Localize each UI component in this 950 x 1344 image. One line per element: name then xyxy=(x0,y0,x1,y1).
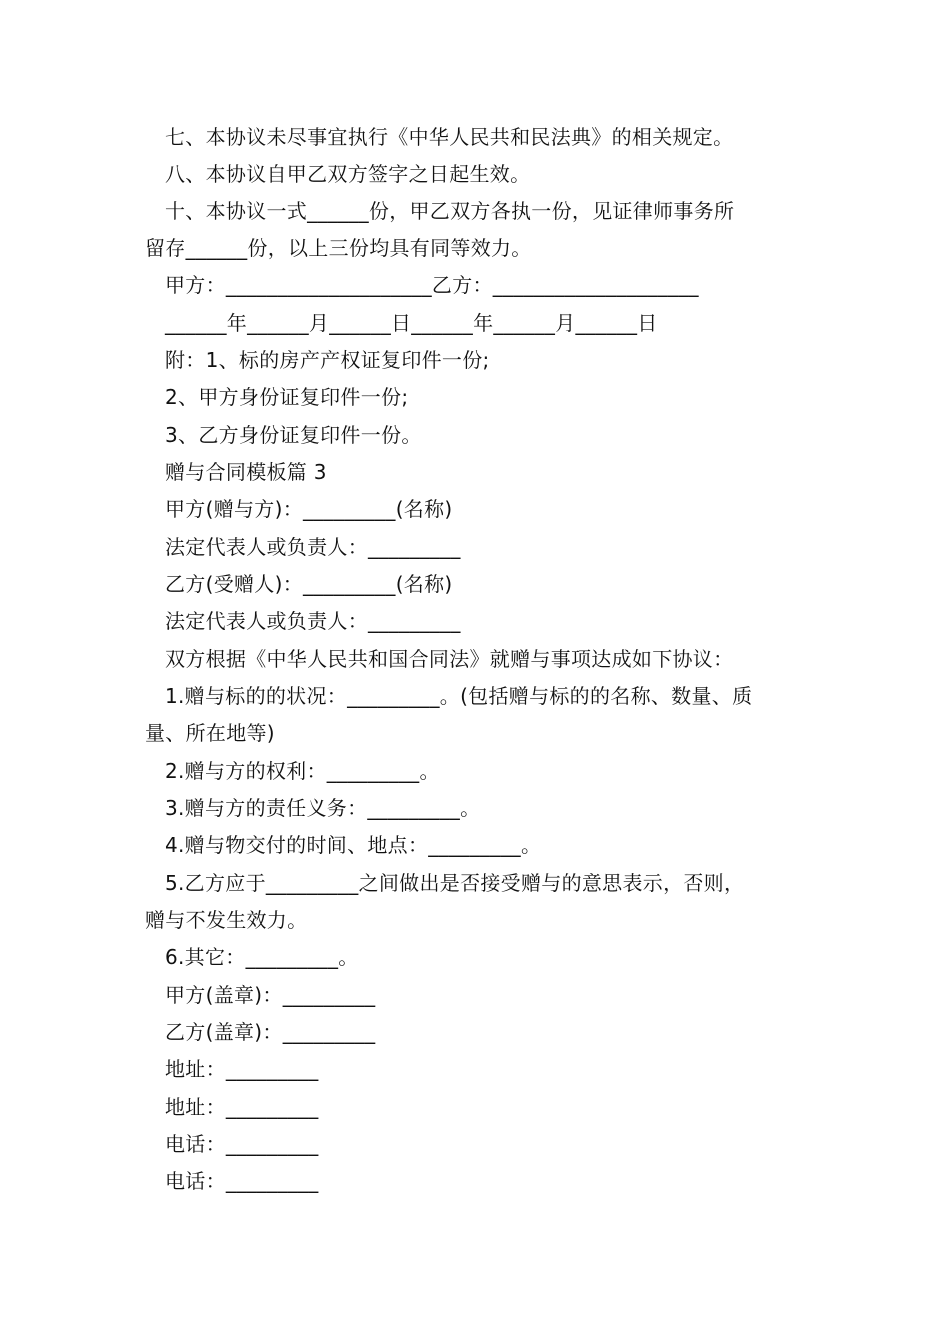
clause-line: 6.其它：_________。 xyxy=(165,945,359,969)
signature-line: 甲方：____________________乙方：____________________ xyxy=(165,273,699,297)
phone-line: 电话：_________ xyxy=(165,1169,319,1193)
text-line: 法定代表人或负责人：_________ xyxy=(165,609,461,633)
attachment-line: 3、乙方身份证复印件一份。 xyxy=(165,423,422,447)
phone-line: 电话：_________ xyxy=(165,1132,319,1156)
address-line: 地址：_________ xyxy=(165,1057,319,1081)
address-line: 地址：_________ xyxy=(165,1095,319,1119)
clause-line: 赠与不发生效力。 xyxy=(145,908,308,932)
attachment-line: 附：1、标的房产产权证复印件一份; xyxy=(165,348,490,372)
clause-line: 5.乙方应于_________之间做出是否接受赠与的意思表示，否则， xyxy=(165,871,745,895)
text-line: 七、本协议未尽事宜执行《中华人民共和民法典》的相关规定。 xyxy=(165,125,734,149)
text-line: 乙方(受赠人)：_________(名称) xyxy=(165,572,453,596)
clause-line: 2.赠与方的权利：_________。 xyxy=(165,759,440,783)
text-line: 八、本协议自甲乙双方签字之日起生效。 xyxy=(165,162,531,186)
attachment-line: 2、甲方身份证复印件一份; xyxy=(165,385,409,409)
text-line: 法定代表人或负责人：_________ xyxy=(165,535,461,559)
signature-line: 乙方(盖章)：_________ xyxy=(165,1020,376,1044)
signature-line: 甲方(盖章)：_________ xyxy=(165,983,376,1007)
text-line: 双方根据《中华人民共和国合同法》就赠与事项达成如下协议： xyxy=(165,647,734,671)
section-heading: 赠与合同模板篇 3 xyxy=(165,460,327,484)
date-line: ______年______月______日______年______月______日 xyxy=(165,311,658,335)
text-line: 留存______份，以上三份均具有同等效力。 xyxy=(145,236,532,260)
text-line: 甲方(赠与方)：_________(名称) xyxy=(165,497,453,521)
text-line: 十、本协议一式______份，甲乙双方各执一份，见证律师事务所 xyxy=(165,199,735,223)
clause-line: 1.赠与标的的状况：_________。(包括赠与标的的名称、数量、质 xyxy=(165,684,753,708)
clause-line: 量、所在地等) xyxy=(145,721,275,745)
clause-line: 3.赠与方的责任义务：_________。 xyxy=(165,796,481,820)
clause-line: 4.赠与物交付的时间、地点：_________。 xyxy=(165,833,542,857)
